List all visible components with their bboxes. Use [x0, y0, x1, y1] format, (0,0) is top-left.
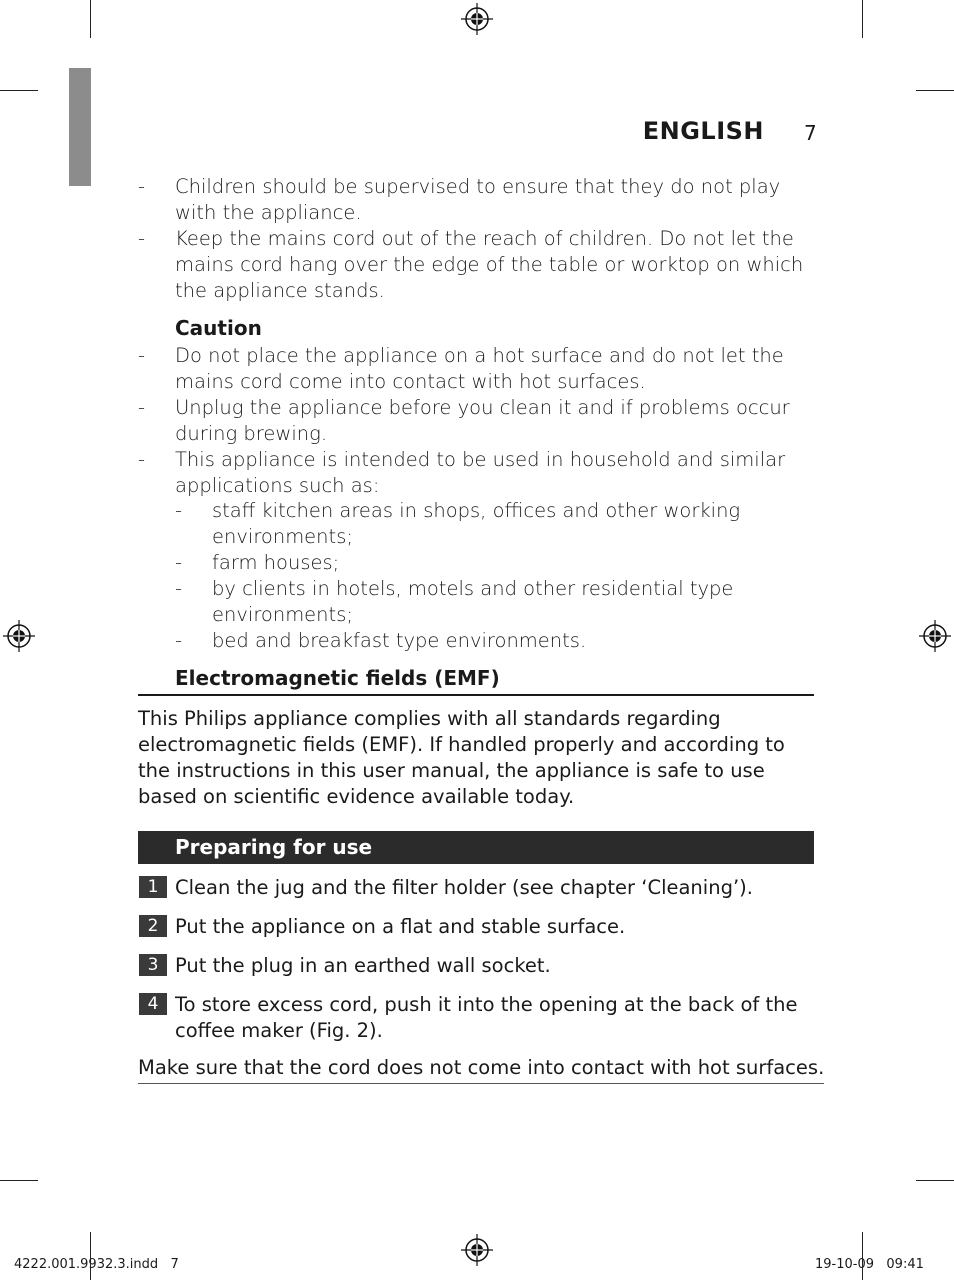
- registration-mark-icon: [3, 620, 35, 652]
- list-item-text: Children should be supervised to ensure that they do not play with the appliance.: [175, 175, 781, 224]
- step-text: To store excess cord, push it into the opening at the back of the coffee maker (Fig. 2).: [175, 993, 798, 1042]
- section-rule: [138, 694, 814, 696]
- crop-mark: [0, 1180, 38, 1181]
- file-slug: 4222.001.9932.3.indd 7: [14, 1257, 179, 1272]
- step-text: Put the plug in an earthed wall socket.: [175, 954, 551, 977]
- crop-mark: [862, 0, 863, 38]
- emf-heading: Electromagnetic fields (EMF): [175, 666, 500, 690]
- list-item-text: Keep the mains cord out of the reach of children. Do not let the mains cord hang over the edge of the table or worktop on which the appliance stands.: [175, 227, 804, 302]
- caution-heading: Caution: [175, 316, 262, 340]
- crop-mark: [916, 1180, 954, 1181]
- list-dash: -: [175, 551, 183, 574]
- list-item-text: Unplug the appliance before you clean it and if problems occur during brewing.: [175, 396, 790, 445]
- list-item-text: bed and breakfast type environments.: [212, 629, 587, 652]
- preparing-heading: Preparing for use: [175, 835, 373, 859]
- list-item-text: farm houses;: [212, 551, 340, 574]
- language-thumb-tab: [69, 68, 91, 186]
- page-number: 7: [804, 121, 817, 145]
- list-dash: -: [175, 577, 183, 600]
- list-item-text: staff kitchen areas in shops, offices and other working environments;: [212, 499, 741, 548]
- section-header-bar: [138, 831, 814, 864]
- crop-mark: [90, 0, 91, 38]
- crop-mark: [916, 90, 954, 91]
- list-dash: -: [175, 629, 183, 652]
- section-language-title: ENGLISH: [642, 117, 764, 145]
- list-dash: -: [138, 175, 146, 198]
- step-number: 1: [139, 876, 167, 898]
- crop-mark: [862, 1232, 863, 1280]
- crop-mark: [0, 90, 38, 91]
- step-text: Clean the jug and the filter holder (see chapter ‘Cleaning’).: [175, 876, 753, 899]
- list-dash: -: [138, 227, 146, 250]
- step-number: 3: [139, 954, 167, 976]
- list-item-text: This appliance is intended to be used in household and similar applications such as:: [175, 448, 786, 497]
- list-item-text: by clients in hotels, motels and other residential type environments;: [212, 577, 734, 626]
- registration-mark-icon: [461, 3, 493, 35]
- note-text: Make sure that the cord does not come into contact with hot surfaces.: [138, 1055, 824, 1084]
- date-slug: 19-10-09 09:41: [815, 1257, 924, 1272]
- registration-mark-icon: [461, 1234, 493, 1266]
- step-text: Put the appliance on a flat and stable surface.: [175, 915, 626, 938]
- list-dash: -: [138, 396, 146, 419]
- crop-mark: [90, 1232, 91, 1280]
- emf-paragraph: This Philips appliance complies with all standards regarding electromagnetic fields (EMF). If handled properly and according to the instructions in this user manual, the appliance is safe to use based on scientific evidence available today.: [138, 707, 785, 808]
- step-number: 2: [139, 915, 167, 937]
- list-dash: -: [138, 448, 146, 471]
- list-dash: -: [138, 344, 146, 367]
- list-item-text: Do not place the appliance on a hot surface and do not let the mains cord come into contact with hot surfaces.: [175, 344, 784, 393]
- list-dash: -: [175, 499, 183, 522]
- step-number: 4: [139, 993, 167, 1015]
- registration-mark-icon: [919, 620, 951, 652]
